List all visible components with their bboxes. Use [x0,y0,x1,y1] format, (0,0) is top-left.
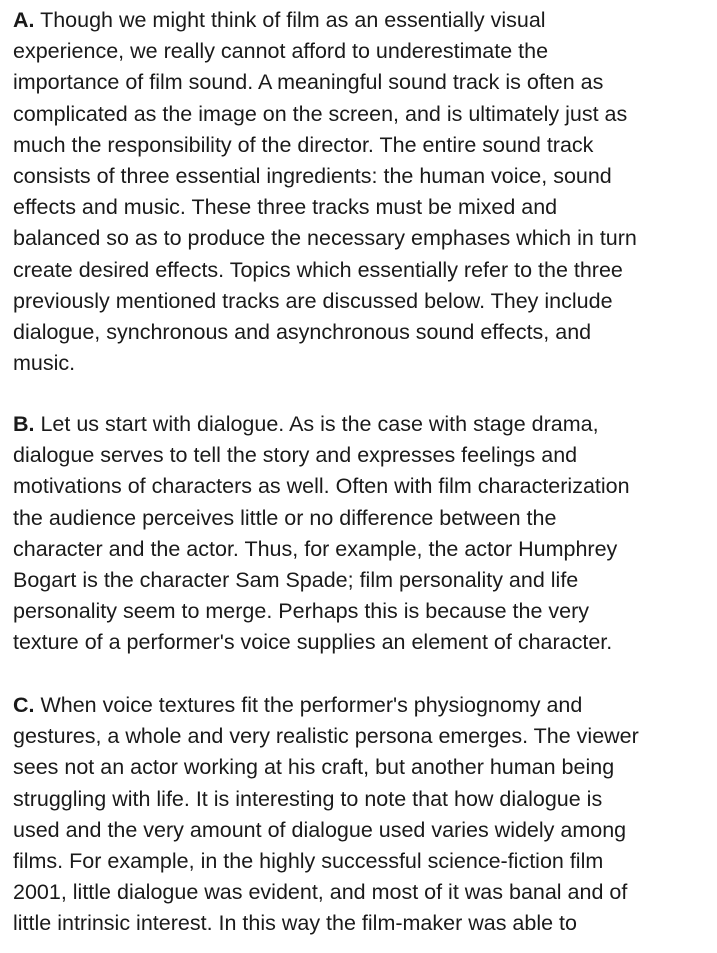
paragraph-line: struggling with life. It is interesting to note that how dialogue is [13,786,603,811]
paragraph-line: the audience perceives little or no difference between the [13,505,557,530]
paragraph-line: complicated as the image on the screen, and is ultimately just as [13,101,628,126]
paragraph-line: sees not an actor working at his craft, but another human being [13,755,615,780]
line-text: Let us start with dialogue. As is the case with stage drama, [34,412,599,436]
paragraph-line: dialogue serves to tell the story and expresses feelings and [13,443,578,468]
paragraph-line: create desired effects. Topics which essentially refer to the three [13,257,623,282]
paragraph-line: importance of film sound. A meaningful sound track is often as [13,70,604,95]
line-text: When voice textures fit the performer's physiognomy and [34,693,583,717]
paragraph-line: Bogart is the character Sam Spade; film personality and life [13,568,579,593]
paragraph-line: dialogue, synchronous and asynchronous sound effects, and [13,320,592,345]
paragraph-line: texture of a performer's voice supplies an element of character. [13,630,613,655]
paragraph-line: character and the actor. Thus, for example, the actor Humphrey [13,536,618,561]
paragraph-line: experience, we really cannot afford to underestimate the [13,39,549,64]
paragraph-b [13,409,717,659]
paragraph-letter: B. [13,412,35,436]
paragraph-line [13,409,717,440]
paragraph-line: previously mentioned tracks are discussed below. They include [13,288,613,313]
paragraph-line: personality seem to merge. Perhaps this is because the very [13,599,590,624]
line-text: Though we might think of film as an essentially visual [34,8,546,32]
paragraph-line: gestures, a whole and very realistic persona emerges. The viewer [13,724,639,749]
paragraph-letter: C. [13,693,35,717]
paragraph-c [13,690,717,940]
paragraph-line: effects and music. These three tracks must be mixed and [13,195,558,220]
paragraph-line: little intrinsic interest. In this way the film-maker was able to [13,911,577,936]
paragraph-line: music. [13,351,76,376]
paragraph-line: 2001, little dialogue was evident, and most of it was banal and of [13,880,628,905]
paragraph-line [13,690,717,721]
paragraph-a [13,5,717,379]
paragraph-line: motivations of characters as well. Often with film characterization [13,474,630,499]
paragraph-line [13,5,717,36]
paragraph-line: consists of three essential ingredients: the human voice, sound [13,164,612,189]
paragraph-line: balanced so as to produce the necessary emphases which in turn [13,226,637,251]
paragraph-line: much the responsibility of the director. The entire sound track [13,132,594,157]
paragraph-line: films. For example, in the highly successful science-fiction film [13,849,604,874]
paragraph-letter: A. [13,8,35,32]
paragraph-line: used and the very amount of dialogue used varies widely among [13,817,627,842]
